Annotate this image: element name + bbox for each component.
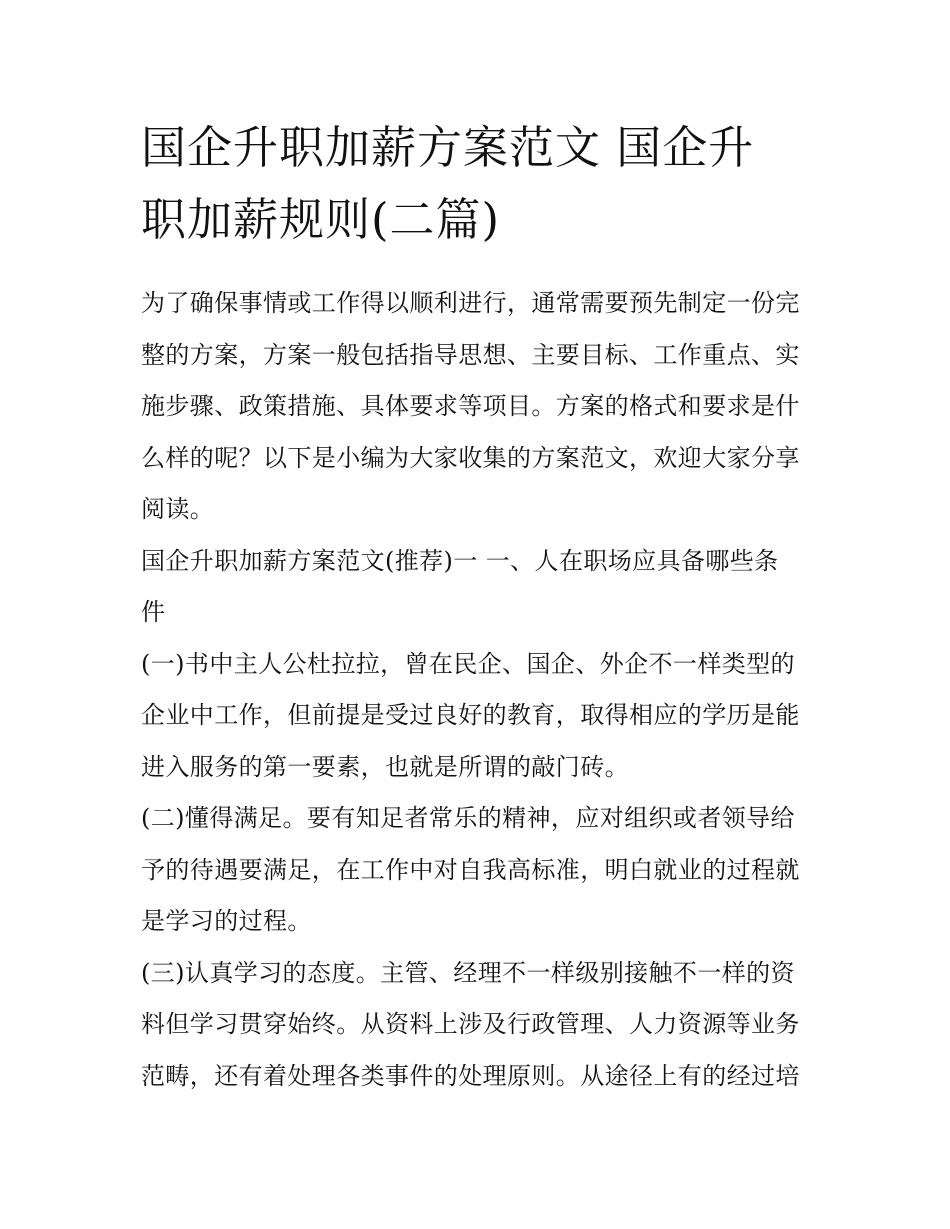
point-three-paragraph bbox=[141, 948, 816, 1103]
text-line: 国企升职加薪方案范文(推荐)一 一、人在职场应具备哪些条 bbox=[141, 546, 779, 575]
text-line: 是学习的过程。 bbox=[141, 907, 312, 935]
text-line: 施步骤、政策措施、具体要求等项目。方案的格式和要求是什 bbox=[141, 392, 800, 420]
text-line: 予的待遇要满足，在工作中对自我高标准，明白就业的过程就 bbox=[141, 855, 800, 884]
text-line: (二)懂得满足。要有知足者常乐的精神，应对组织或者领导给 bbox=[141, 804, 795, 832]
intro-paragraph bbox=[141, 278, 816, 536]
text-line: (三)认真学习的态度。主管、经理不一样级别接触不一样的资 bbox=[141, 958, 795, 987]
text-line: 为了确保事情或工作得以顺利进行，通常需要预先制定一份完 bbox=[141, 289, 800, 317]
point-two-paragraph bbox=[141, 793, 816, 948]
text-line: 件 bbox=[141, 598, 166, 626]
text-line: 进入服务的第一要素，也就是所谓的敲门砖。 bbox=[141, 752, 629, 781]
section-heading-paragraph bbox=[141, 536, 816, 639]
title-line-2: 职加薪规则(二篇) bbox=[141, 193, 501, 246]
text-line: 整的方案，方案一般包括指导思想、主要目标、工作重点、实 bbox=[141, 340, 800, 369]
point-one-paragraph bbox=[141, 639, 816, 794]
text-line: 企业中工作，但前提是受过良好的教育，取得相应的学历是能 bbox=[141, 701, 800, 729]
page-title bbox=[141, 112, 813, 256]
text-line: 么样的呢？以下是小编为大家收集的方案范文，欢迎大家分享 bbox=[141, 443, 800, 472]
document-body bbox=[141, 278, 816, 1102]
text-line: 阅读。 bbox=[141, 495, 215, 523]
title-line-1: 国企升职加薪方案范文 国企升 bbox=[141, 121, 755, 174]
text-line: 料但学习贯穿始终。从资料上涉及行政管理、人力资源等业务 bbox=[141, 1010, 800, 1038]
text-line: 范畴，还有着处理各类事件的处理原则。从途径上有的经过培 bbox=[141, 1061, 800, 1090]
text-line: (一)书中主人公杜拉拉，曾在民企、国企、外企不一样类型的 bbox=[141, 649, 795, 678]
